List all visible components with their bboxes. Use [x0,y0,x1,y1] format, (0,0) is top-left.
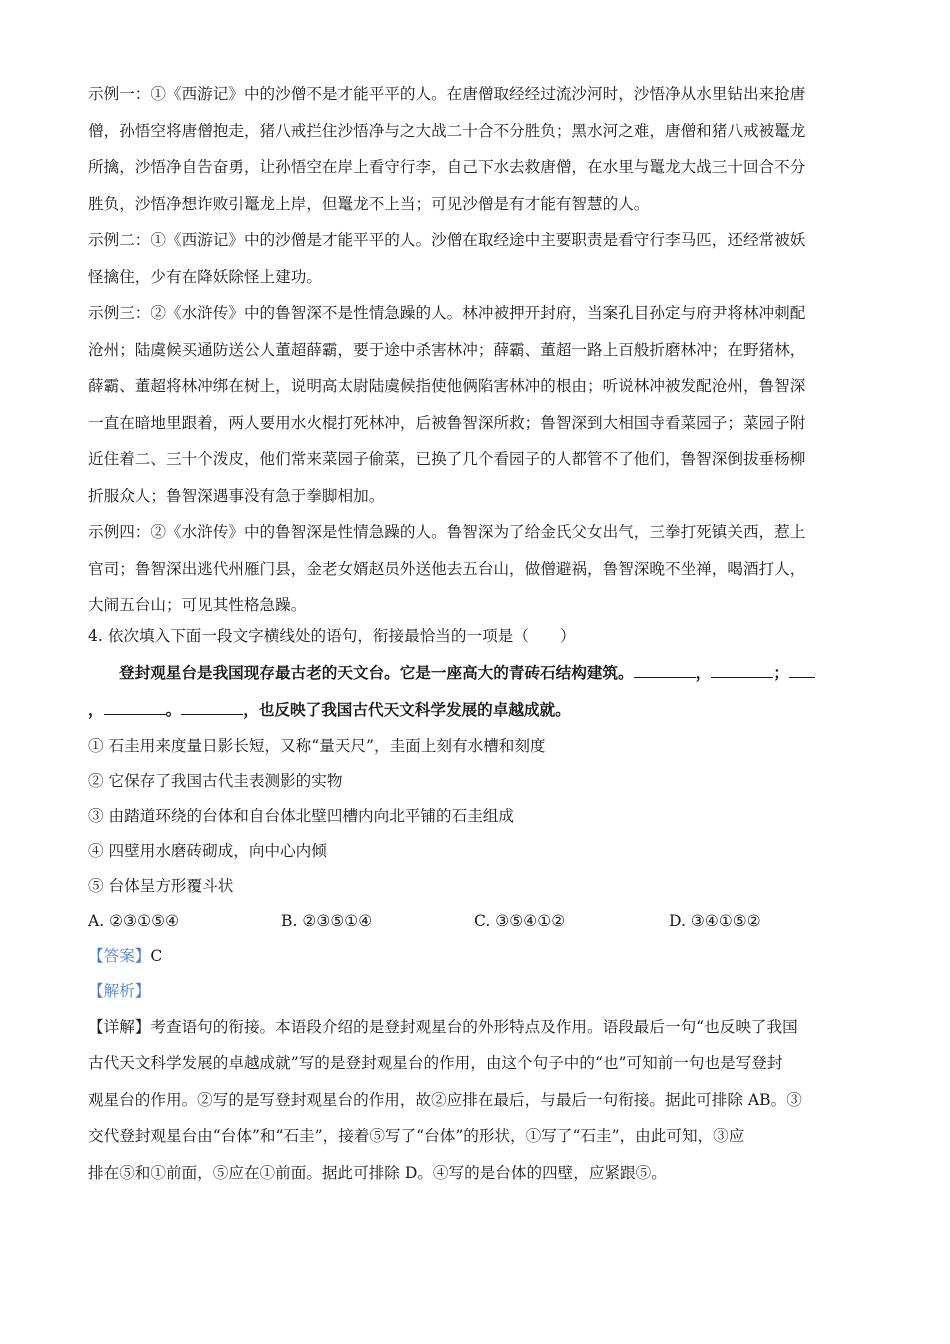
text-line: 交代登封观星台由“台体”和“石圭”，接着⑤写了“台体”的形状，①写了“石圭”，由此可知，③应 [88,1127,745,1145]
option-b: B. ②③⑤①④ [281,911,373,930]
punctuation: 。 [165,700,182,719]
text-line: 大闹五台山；可见其性格急躁。 [88,596,307,614]
text-line: 古代天文科学发展的卓越成就”写的是登封观星台的作用，由这个句子中的“也”可知前一句也是写登封 [88,1054,783,1072]
example-three [88,295,860,514]
fill-blank [711,659,773,678]
text-line: 折服众人；鲁智深遇事没有急于拳脚相加。 [88,486,385,505]
text-line: 薛霸、董超将林冲绑在树上，说明高太尉陆虞候指使他俩陷害林冲的根由；听说林冲被发配沧州，鲁智深 [88,377,806,395]
text-line: 一直在暗地里跟着，两人要用水火棍打死林冲，后被鲁智深所救；鲁智深到大相国寺看菜园子；菜园子附 [88,413,806,432]
page-content [88,76,860,1191]
fill-blank [104,696,166,715]
question-passage [88,655,860,729]
passage-text: ，也反映了我国古代天文科学发展的卓越成就。 [243,700,571,719]
punctuation: ， [695,663,712,682]
text-line: 僧，孙悟空将唐僧抱走，猪八戒拦住沙悟净与之大战二十合不分胜负；黑水河之难，唐僧和猪八戒被鼍龙 [88,121,806,140]
question-stem: 4. 依次填入下面一段文字横线处的语句，衔接最恰当的一项是（ ） [88,626,576,645]
choice-item: ③ 由踏道环绕的台体和自台体北壁凹槽内向北平铺的石圭组成 [88,806,514,825]
answer-options [88,904,860,939]
choice-item: ④ 四壁用水磨砖砌成，向中心内倾 [88,841,327,860]
text-line: 沧州；陆虞候买通防送公人董超薛霸，要于途中杀害林冲；薛霸、董超一路上百般折磨林冲；在野猪林， [88,340,806,359]
answer-tag: 【答案】 [88,946,151,965]
example-one [88,76,860,222]
text-line: 示例二：①《西游记》中的沙僧是才能平平的人。沙僧在取经途中主要职责是看守行李马匹，还经常被妖 [88,231,806,249]
passage-line-2 [88,692,860,729]
text-line: 观星台的作用。②写的是写登封观星台的作用，故②应排在最后，与最后一句衔接。据此可排除 AB。③ [88,1090,802,1109]
choice-item: ① 石圭用来度量日影长短，又称“量天尺”，圭面上刻有水槽和刻度 [88,736,546,755]
text-line: 近住着二、三十个泼皮，他们常来菜园子偷菜，已换了几个看园子的人都管不了他们，鲁智深倒拔垂杨柳 [88,450,806,468]
analysis-detail [88,1009,860,1192]
passage-text: 登封观星台是我国现存最古老的天文台。它是一座高大的青砖石结构建筑。 [119,663,634,682]
choice-item: ② 它保存了我国古代圭表测影的实物 [88,771,343,790]
option-a: A. ②③①⑤④ [88,911,180,930]
option-c: C. ③⑤④①② [474,911,566,930]
analysis-tag: 【解析】 [88,981,151,1000]
punctuation: ； [773,663,789,682]
passage-line-1 [88,655,860,692]
text-line: 排在⑤和①前面，⑤应在①前面。据此可排除 D。④写的是台体的四壁，应紧跟⑤。 [88,1163,667,1182]
text-line: 官司；鲁智深出逃代州雁门县，金老女婿赵员外送他去五台山，做僧避祸，鲁智深晚不坐禅，喝酒打人， [88,559,806,578]
text-line: 怪擒住，少有在降妖除怪上建功。 [88,267,322,286]
text-line: 胜负，沙悟净想诈败引鼍龙上岸，但鼍龙不上当；可见沙僧是有才能有智慧的人。 [88,194,650,213]
punctuation: ， [88,700,104,719]
text-line: 示例一：①《西游记》中的沙僧不是才能平平的人。在唐僧取经经过流沙河时，沙悟净从水里钻出来抢唐 [88,85,806,103]
text-line: 【详解】考查语句的衔接。本语段介绍的是登封观星台的外形特点及作用。语段最后一句“也反映了我国 [88,1017,798,1036]
answer-line [88,939,860,974]
fill-blank [634,659,696,678]
fill-blank [789,659,815,678]
analysis-heading [88,974,860,1009]
text-line: 示例四：②《水浒传》中的鲁智深是性情急躁的人。鲁智深为了给金氏父女出气，三拳打死镇关西，惹上 [88,523,806,541]
example-four [88,514,860,624]
option-d: D. ③④①⑤② [669,911,761,930]
example-two [88,222,860,295]
fill-blank [181,696,243,715]
choice-item: ⑤ 台体呈方形覆斗状 [88,876,234,895]
text-line: 示例三：②《水浒传》中的鲁智深不是性情急躁的人。林冲被押开封府，当案孔目孙定与府尹将林冲刺配 [88,304,806,322]
text-line: 所擒，沙悟净自告奋勇，让孙悟空在岸上看守行李，自己下水去救唐僧，在水里与鼍龙大战三十回合不分 [88,158,806,176]
answer-value: C [150,946,163,965]
